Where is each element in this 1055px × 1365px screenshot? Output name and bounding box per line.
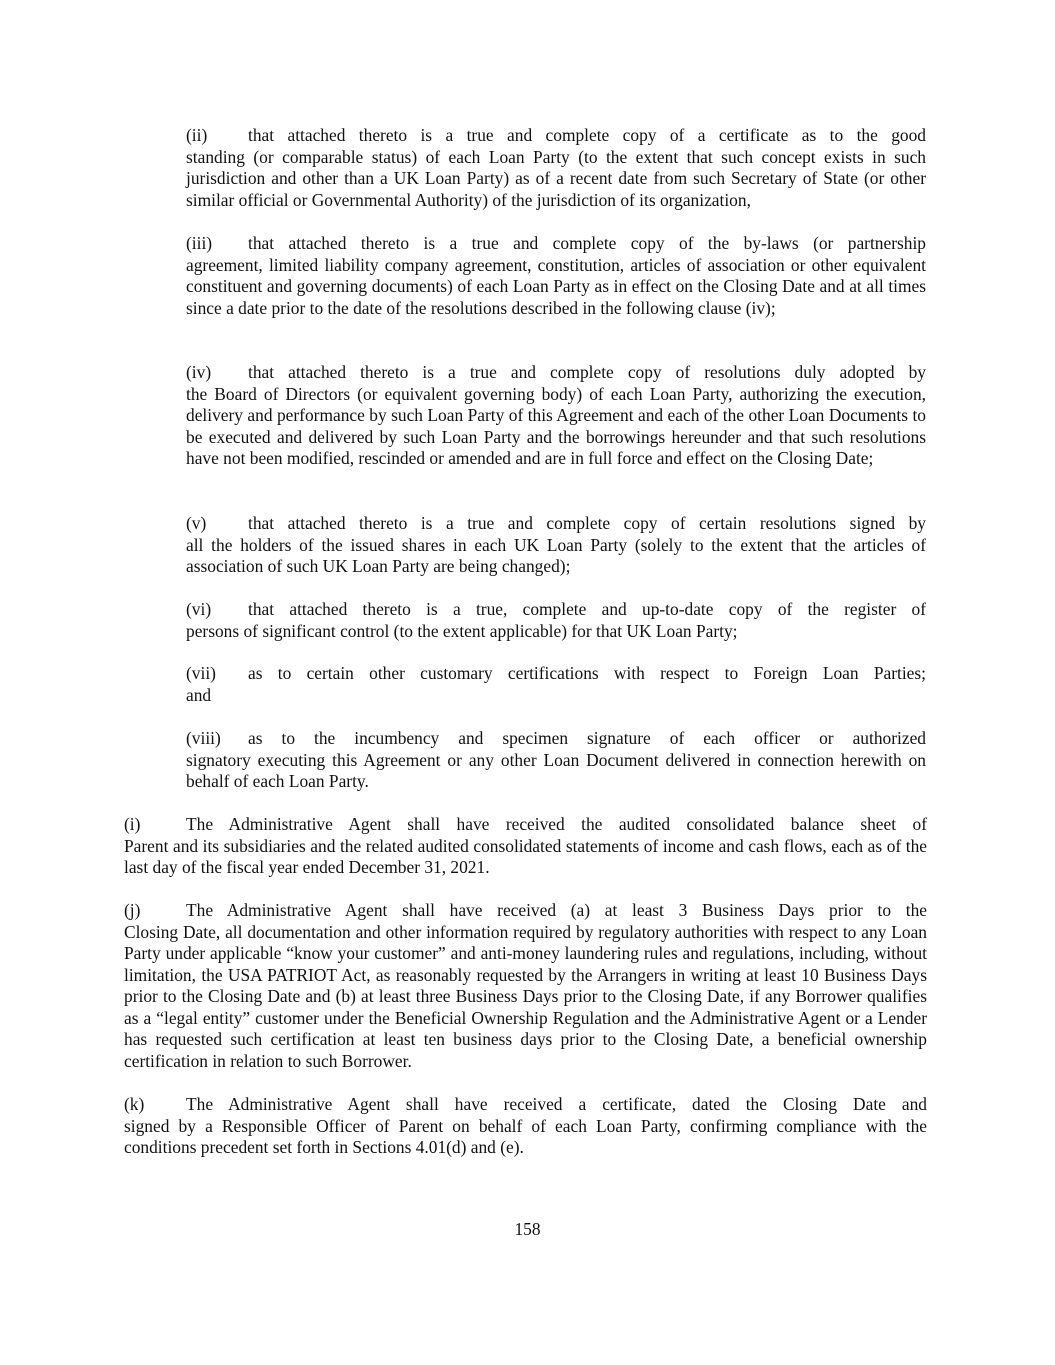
clause-iii xyxy=(186,233,926,319)
clause-v xyxy=(186,513,926,578)
clause-label: (i) xyxy=(124,814,141,834)
clause-label: (k) xyxy=(124,1094,145,1114)
clause-first-line: that attached thereto is a true and complete copy of resolutions duly adopted by xyxy=(248,362,926,382)
clause-vi xyxy=(186,599,926,642)
clause-first-line: as to the incumbency and specimen signature of each officer or authorized xyxy=(248,728,926,748)
clause-text: signatory executing this Agreement or any other Loan Document delivered in connection herewith on behalf of each Loan Party. xyxy=(186,749,926,791)
clause-viii xyxy=(186,728,926,793)
clause-text: all the holders of the issued shares in each UK Loan Party (solely to the extent that the articles of association of such UK Loan Party are being changed); xyxy=(186,534,926,576)
clause-first-line: as to certain other customary certifications with respect to Foreign Loan Parties; xyxy=(248,663,926,683)
clause-label: (iii) xyxy=(186,233,213,253)
clause-text: agreement, limited liability company agreement, constitution, articles of association or other equivalent constituent and governing documents) of each Loan Party as in effect on the Closing Date and at all times since a date prior to the date of the resolutions described in the following clause (iv); xyxy=(186,254,926,318)
clause-label: (j) xyxy=(124,900,141,920)
clause-label: (vii) xyxy=(186,663,216,683)
clause-label: (v) xyxy=(186,513,207,533)
clause-i xyxy=(124,814,927,879)
page-number: 158 xyxy=(514,1219,541,1239)
clause-vii xyxy=(186,663,926,706)
clause-first-line: The Administrative Agent shall have received a certificate, dated the Closing Date and xyxy=(186,1094,927,1114)
clause-text: standing (or comparable status) of each Loan Party (to the extent that such concept exists in such jurisdiction and other than a UK Loan Party) as of a recent date from such Secretary of State (or other similar official or Governmental Authority) of the jurisdiction of its organization, xyxy=(186,146,926,210)
clause-label: (iv) xyxy=(186,362,212,382)
clause-text: and xyxy=(186,684,212,705)
clause-k xyxy=(124,1094,927,1159)
clause-text: signed by a Responsible Officer of Parent on behalf of each Loan Party, confirming compliance with the conditions precedent set forth in Sections 4.01(d) and (e). xyxy=(124,1115,927,1157)
clause-j xyxy=(124,900,927,1072)
clause-text: the Board of Directors (or equivalent governing body) of each Loan Party, authorizing the execution, delivery and performance by such Loan Party of this Agreement and each of the other Loan Documents to be executed and delivered by such Loan Party and the borrowings hereunder and that such resolutions have not been modified, rescinded or amended and are in full force and effect on the Closing Date; xyxy=(186,383,926,468)
clause-first-line: The Administrative Agent shall have received (a) at least 3 Business Days prior to the xyxy=(186,900,927,920)
clause-first-line: that attached thereto is a true and complete copy of certain resolutions signed by xyxy=(248,513,926,533)
clause-first-line: that attached thereto is a true and complete copy of the by-laws (or partnership xyxy=(248,233,926,253)
clause-label: (vi) xyxy=(186,599,212,619)
clause-first-line: that attached thereto is a true and complete copy of a certificate as to the good xyxy=(248,125,926,145)
clause-ii xyxy=(186,125,926,211)
clause-label: (ii) xyxy=(186,125,208,145)
clause-text: Parent and its subsidiaries and the related audited consolidated statements of income and cash flows, each as of the last day of the fiscal year ended December 31, 2021. xyxy=(124,835,927,877)
clause-first-line: that attached thereto is a true, complete and up-to-date copy of the register of xyxy=(248,599,926,619)
clause-iv xyxy=(186,362,926,470)
clause-first-line: The Administrative Agent shall have received the audited consolidated balance sheet of xyxy=(186,814,927,834)
clause-text: Closing Date, all documentation and other information required by regulatory authorities with respect to any Loan Party under applicable “know your customer” and anti-money laundering rules and regulations, including, without limitation, the USA PATRIOT Act, as reasonably requested by the Arrangers in writing at least 10 Business Days prior to the Closing Date and (b) at least three Business Days prior to the Closing Date, if any Borrower qualifies as a “legal entity” customer under the Beneficial Ownership Regulation and the Administrative Agent or a Lender has requested such certification at least ten business days prior to the Closing Date, a beneficial ownership certification in relation to such Borrower. xyxy=(124,921,927,1071)
clause-text: persons of significant control (to the extent applicable) for that UK Loan Party; xyxy=(186,620,738,641)
clause-label: (viii) xyxy=(186,728,221,748)
